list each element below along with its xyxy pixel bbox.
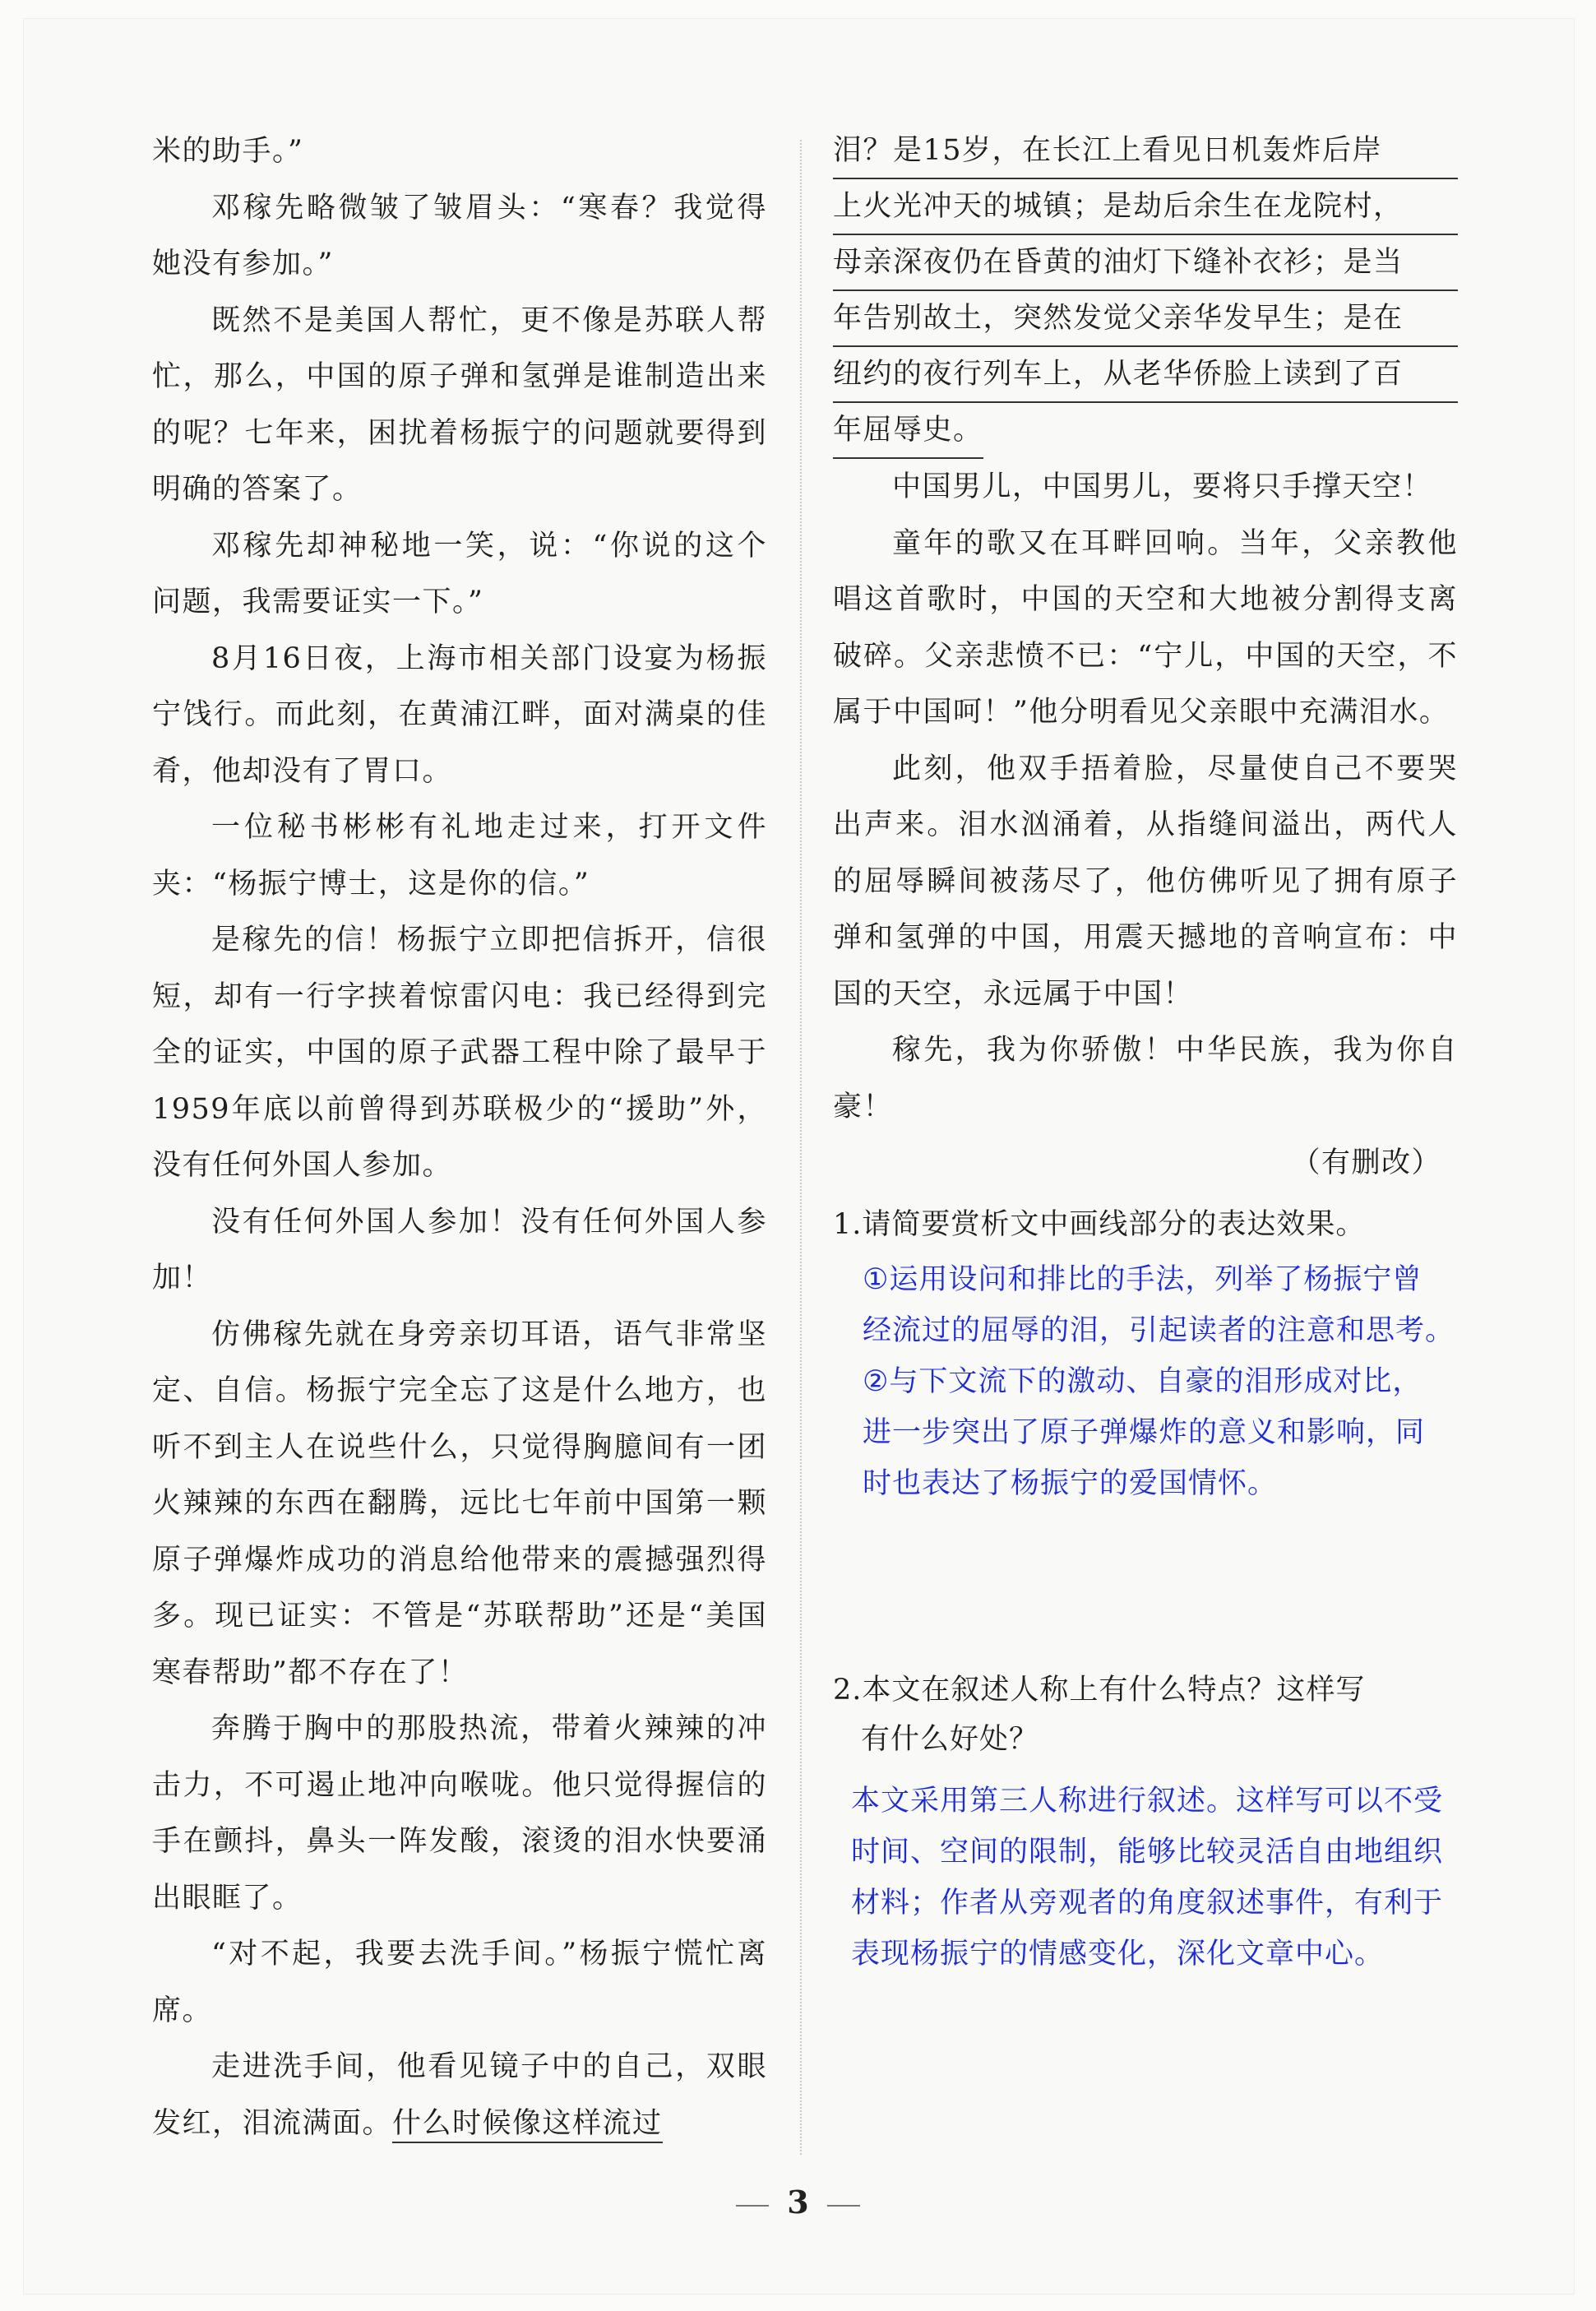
- underlined-line: 上火光冲天的城镇；是劫后余生在龙院村，: [833, 179, 1458, 235]
- paragraph: 童年的歌又在耳畔回响。当年，父亲教他唱这首歌时，中国的天空和大地被分割得支离破碎。父亲悲愤不已：“宁儿，中国的天空，不属于中国呵！”他分明看见父亲眼中充满泪水。: [833, 526, 1458, 729]
- page-number-text: 3: [787, 2184, 809, 2221]
- underlined-line: 纽约的夜行列车上，从老华侨脸上读到了百: [833, 347, 1458, 403]
- answer-line: 本文采用第三人称进行叙述。这样写可以不受: [851, 1784, 1444, 1818]
- answer-space: [833, 1509, 1458, 1657]
- underlined-passage: [833, 123, 1458, 459]
- paragraph: 奔腾于胸中的那股热流，带着火辣辣的冲击力，不可遏止地冲向喉咙。他只觉得握信的手在颤抖，鼻头一阵发酸，滚烫的泪水快要涌出眼眶了。: [152, 1712, 767, 1915]
- paragraph: 是稼先的信！杨振宁立即把信拆开，信很短，却有一行字挟着惊雷闪电：我已经得到完全的证实，中国的原子武器工程中除了最早于1959年底以前曾得到苏联极少的“援助”外，没有任何外国人参加。: [152, 924, 767, 1182]
- underlined-line: 泪？是15岁，在长江上看见日机轰炸后岸: [833, 123, 1458, 179]
- paragraph: 邓稼先却神秘地一笑，说：“你说的这个问题，我需要证实一下。”: [152, 529, 767, 618]
- underlined-line: 母亲深夜仍在昏黄的油灯下缝补衣衫；是当: [833, 235, 1458, 291]
- question-number: 2.: [833, 1673, 863, 1707]
- paragraph: 没有任何外国人参加！没有任何外国人参加！: [152, 1205, 767, 1294]
- source-note: （有删改）: [1291, 1146, 1441, 1179]
- answer-line: 时也表达了杨振宁的爱国情怀。: [863, 1466, 1278, 1500]
- paragraph: 稼先，我为你骄傲！中华民族，我为你自豪！: [833, 1034, 1458, 1123]
- left-column: [152, 123, 767, 2151]
- answer-line: ②与下文流下的激动、自豪的泪形成对比，: [863, 1364, 1423, 1398]
- underlined-line: 年屈辱史。: [833, 403, 983, 459]
- paragraph: 一位秘书彬彬有礼地走过来，打开文件夹：“杨振宁博士，这是你的信。”: [152, 811, 767, 901]
- dash-right: [827, 2205, 860, 2207]
- question-2: [833, 1665, 1458, 1764]
- paragraph: “对不起，我要去洗手间。”杨振宁慌忙离席。: [152, 1938, 767, 2027]
- paragraph: 既然不是美国人帮忙，更不像是苏联人帮忙，那么，中国的原子弹和氢弹是谁制造出来的呢？七年来，困扰着杨振宁的问题就要得到明确的答案了。: [152, 303, 767, 506]
- answer-line: 表现杨振宁的情感变化，深化文章中心。: [851, 1937, 1385, 1971]
- paragraph: 中国男儿，中国男儿，要将只手撑天空！: [892, 470, 1433, 503]
- underlined-line: 年告别故土，突然发觉父亲华发早生；是在: [833, 291, 1458, 347]
- paragraph: 米的助手。”: [152, 135, 304, 168]
- paragraph: 邓稼先略微皱了皱眉头：“寒春？我觉得她没有参加。”: [152, 191, 767, 280]
- answer-line: 材料；作者从旁观者的角度叙述事件，有利于: [851, 1886, 1444, 1920]
- column-divider: [800, 140, 802, 2155]
- page-number: [0, 2184, 1596, 2221]
- question-text: 本文在叙述人称上有什么特点？这样写: [862, 1673, 1366, 1707]
- paragraph-plain-part: 走进洗手间，他看见镜子中的自己，双眼发红，泪流满面。: [152, 2050, 767, 2140]
- underlined-text: 什么时候像这样流过: [392, 2107, 663, 2143]
- answer-2: [833, 1776, 1458, 1980]
- right-column: [833, 123, 1458, 1980]
- question-text-cont: 有什么好处？: [861, 1722, 1039, 1756]
- paragraph: 8月16日夜，上海市相关部门设宴为杨振宁饯行。而此刻，在黄浦江畔，面对满桌的佳肴，他却没有了胃口。: [152, 641, 767, 788]
- dash-left: [736, 2205, 769, 2207]
- answer-line: 进一步突出了原子弹爆炸的意义和影响，同: [863, 1415, 1426, 1449]
- answer-line: ①运用设问和排比的手法，列举了杨振宁曾: [863, 1262, 1423, 1296]
- answer-line: 经流过的屈辱的泪，引起读者的注意和思考。: [863, 1313, 1455, 1347]
- paragraph: 仿佛稼先就在身旁亲切耳语，语气非常坚定、自信。杨振宁完全忘了这是什么地方，也听不到主人在说些什么，只觉得胸臆间有一团火辣辣的东西在翻腾，远比七年前中国第一颗原子弹爆炸成功的消息给他带来的震撼强烈得多。现已证实：不管是“苏联帮助”还是“美国寒春帮助”都不存在了！: [152, 1318, 767, 1689]
- question-number: 1.: [833, 1207, 863, 1241]
- answer-line: 时间、空间的限制，能够比较灵活自由地组织: [851, 1835, 1444, 1869]
- question-1: [833, 1200, 1458, 1249]
- answer-1: [833, 1254, 1458, 1509]
- paragraph-last: [152, 2039, 767, 2151]
- paragraph: 此刻，他双手捂着脸，尽量使自己不要哭出声来。泪水汹涌着，从指缝间溢出，两代人的屈辱瞬间被荡尽了，他仿佛听见了拥有原子弹和氢弹的中国，用震天撼地的音响宣布：中国的天空，永远属于中国！: [833, 752, 1458, 1011]
- question-text: 请简要赏析文中画线部分的表达效果。: [862, 1207, 1366, 1241]
